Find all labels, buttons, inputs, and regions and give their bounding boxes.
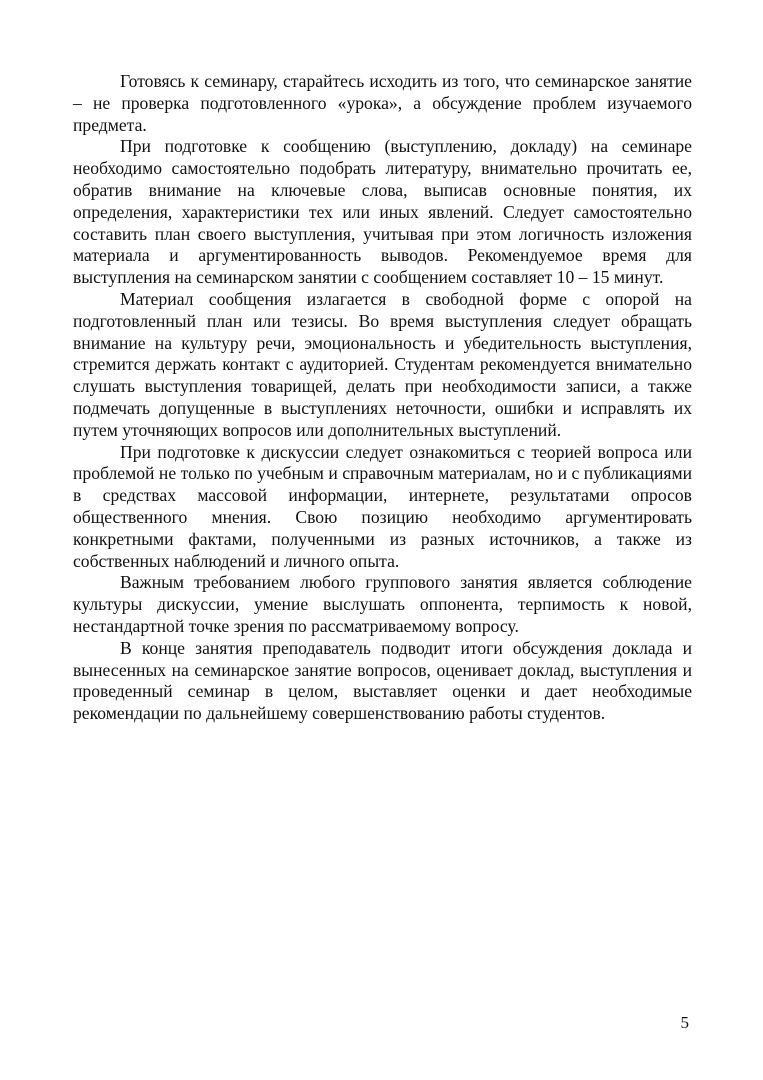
- paragraph-discussion-culture: Важным требованием любого группового занятия является соблюдение культуры дискуссии, умение выслушать оппонента, терпимость к новой, нестандартной точке зрения по рассматриваемому вопросу.: [73, 572, 692, 636]
- paragraph-seminar-conclusion: В конце занятия преподаватель подводит итоги обсуждения доклада и вынесенных на семинарское занятие вопросов, оценивает доклад, выступления и проведенный семинар в целом, выставляет оценки и дает необходимые рекомендации по дальнейшему совершенствованию работы студентов.: [73, 637, 692, 724]
- paragraph-presentation-delivery: Материал сообщения излагается в свободной форме с опорой на подготовленный план или тезисы. Во время выступления следует обращать внимание на культуру речи, эмоциональность и убедительность выступления, стремится держать контакт с аудиторией. Студентам рекомендуется внимательно слушать выступления товарищей, делать при необходимости записи, а также подмечать допущенные в выступлениях неточности, ошибки и исправлять их путем уточняющих вопросов или дополнительных выступлений.: [73, 288, 692, 440]
- page-number: 5: [680, 1013, 689, 1032]
- document-body: [73, 71, 692, 725]
- paragraph-discussion-preparation: При подготовке к дискуссии следует ознакомиться с теорией вопроса или проблемой не только по учебным и справочным материалам, но и с публикациями в средствах массовой информации, интернете, результатами опросов общественного мнения. Свою позицию необходимо аргументировать конкретными фактами, полученными из разных источников, а также из собственных наблюдений и личного опыта.: [73, 441, 692, 571]
- paragraph-report-preparation: При подготовке к сообщению (выступлению, докладу) на семинаре необходимо самостоятельно подобрать литературу, внимательно прочитать ее, обратив внимание на ключевые слова, выписав основные понятия, их определения, характеристики тех или иных явлений. Следует самостоятельно составить план своего выступления, учитывая при этом логичность изложения материала и аргументированность выводов. Рекомендуемое время для выступления на семинарском занятии с сообщением составляет 10 – 15 минут.: [73, 136, 692, 288]
- paragraph-seminar-preparation: Готовясь к семинару, старайтесь исходить из того, что семинарское занятие – не проверка подготовленного «урока», а обсуждение проблем изучаемого предмета.: [73, 71, 692, 135]
